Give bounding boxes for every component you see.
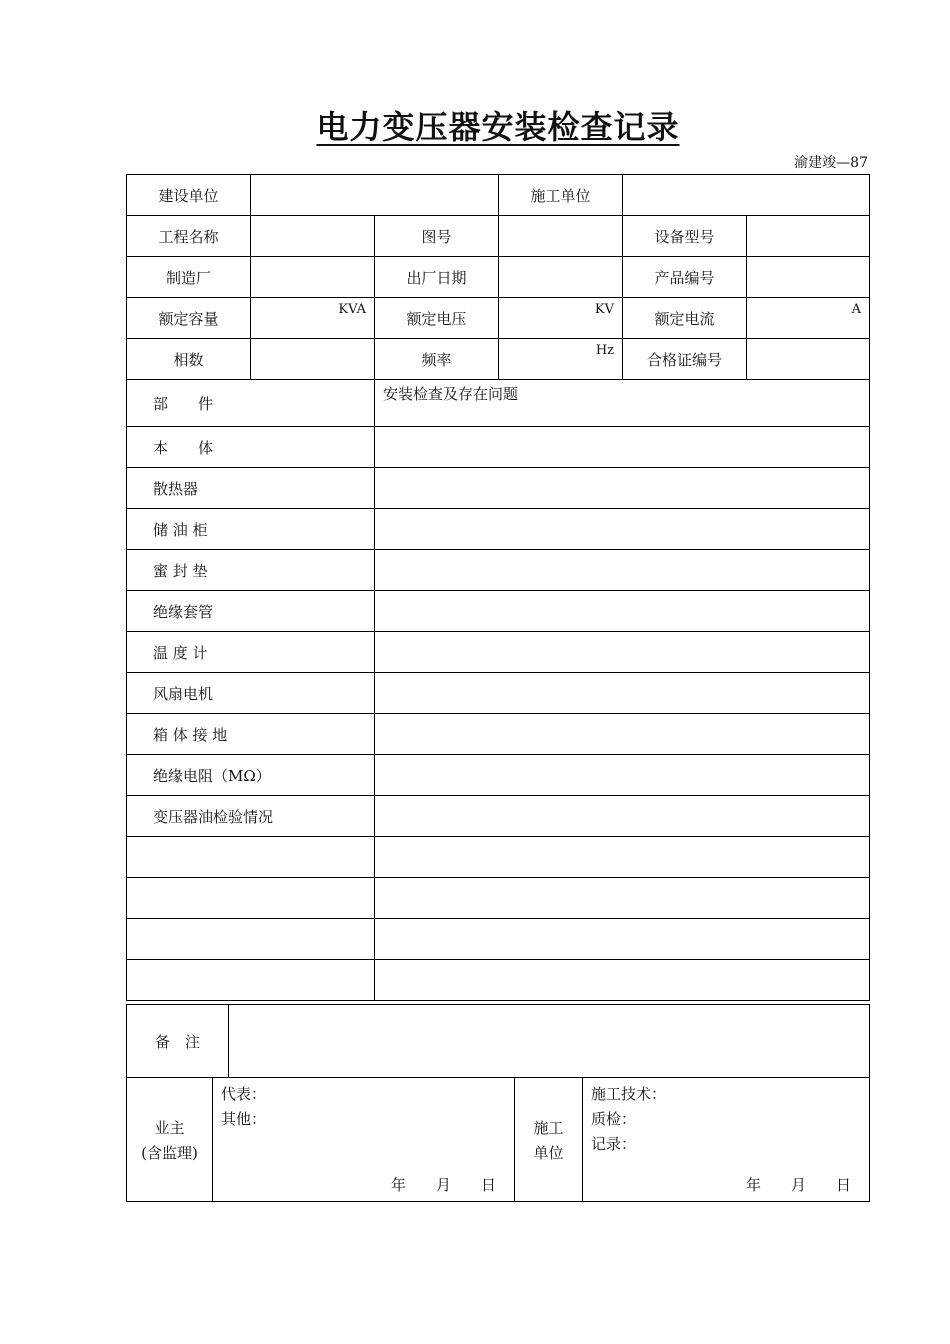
table-row xyxy=(127,919,870,960)
remarks-field[interactable] xyxy=(229,1005,870,1078)
blank-part-field[interactable] xyxy=(127,960,375,1001)
rep-label: 代表： xyxy=(221,1085,267,1103)
equipment-model-field[interactable] xyxy=(747,216,870,257)
part-label: 储 油 柜 xyxy=(127,509,375,550)
table-row xyxy=(127,216,870,257)
page-title: 电力变压器安装检查记录 xyxy=(316,108,680,146)
frequency-unit: Hz xyxy=(595,343,614,358)
frequency-label: 频率 xyxy=(375,339,499,380)
qc-label: 质检： xyxy=(591,1110,637,1128)
manufacture-date-field[interactable] xyxy=(499,257,623,298)
table-row xyxy=(127,468,870,509)
project-name-label: 工程名称 xyxy=(127,216,251,257)
issue-field[interactable] xyxy=(375,796,870,837)
table-row xyxy=(127,339,870,380)
month-label: 月 xyxy=(791,1176,807,1194)
table-row xyxy=(127,175,870,216)
table-row xyxy=(127,550,870,591)
table-row xyxy=(127,755,870,796)
issue-field[interactable] xyxy=(375,878,870,919)
contractor-sign-label xyxy=(515,1078,583,1202)
issue-field[interactable] xyxy=(375,468,870,509)
issue-field[interactable] xyxy=(375,714,870,755)
table-row xyxy=(127,257,870,298)
table-row xyxy=(127,796,870,837)
contractor-field[interactable] xyxy=(623,175,870,216)
rated-capacity-label: 额定容量 xyxy=(127,298,251,339)
product-no-field[interactable] xyxy=(747,257,870,298)
info-table xyxy=(126,174,870,1001)
table-row xyxy=(127,673,870,714)
table-row xyxy=(127,714,870,755)
table-row xyxy=(127,509,870,550)
issue-field[interactable] xyxy=(375,837,870,878)
issue-field[interactable] xyxy=(375,960,870,1001)
part-label: 绝缘电阻（MΩ） xyxy=(127,755,375,796)
frequency-field[interactable] xyxy=(499,339,623,380)
issue-field[interactable] xyxy=(375,509,870,550)
record-label: 记录： xyxy=(591,1135,637,1153)
day-label: 日 xyxy=(836,1176,852,1194)
part-label: 箱 体 接 地 xyxy=(127,714,375,755)
blank-part-field[interactable] xyxy=(127,919,375,960)
drawing-no-field[interactable] xyxy=(499,216,623,257)
phases-field[interactable] xyxy=(251,339,375,380)
construction-unit-field[interactable] xyxy=(251,175,499,216)
table-row xyxy=(127,298,870,339)
contractor-signature-field[interactable] xyxy=(583,1078,870,1202)
rated-current-unit: A xyxy=(851,302,861,317)
owner-signature-field[interactable] xyxy=(213,1078,515,1202)
day-label: 日 xyxy=(481,1176,497,1194)
part-label: 变压器油检验情况 xyxy=(127,796,375,837)
issue-field[interactable] xyxy=(375,755,870,796)
rated-voltage-unit: KV xyxy=(594,302,614,317)
part-label: 本 体 xyxy=(127,427,375,468)
part-column-header: 部 件 xyxy=(127,380,375,427)
form-code: 渝建竣—87 xyxy=(794,155,868,171)
certificate-no-label: 合格证编号 xyxy=(623,339,747,380)
table-row xyxy=(127,380,870,427)
table-row xyxy=(127,591,870,632)
year-label: 年 xyxy=(390,1176,406,1194)
signature-row xyxy=(127,1078,870,1202)
rated-capacity-field[interactable] xyxy=(251,298,375,339)
owner-label-line1: 业主 xyxy=(154,1118,185,1137)
certificate-no-field[interactable] xyxy=(747,339,870,380)
project-name-field[interactable] xyxy=(251,216,375,257)
issue-field[interactable] xyxy=(375,632,870,673)
part-label: 蜜 封 垫 xyxy=(127,550,375,591)
owner-label-line2: (含监理) xyxy=(141,1143,198,1162)
contractor-label: 施工单位 xyxy=(499,175,623,216)
rated-current-field[interactable] xyxy=(747,298,870,339)
product-no-label: 产品编号 xyxy=(623,257,747,298)
contractor-label-line2: 单位 xyxy=(533,1143,564,1162)
manufacturer-field[interactable] xyxy=(251,257,375,298)
blank-part-field[interactable] xyxy=(127,837,375,878)
year-label: 年 xyxy=(745,1176,761,1194)
remarks-row xyxy=(127,1005,870,1078)
owner-date xyxy=(361,1173,496,1198)
blank-part-field[interactable] xyxy=(127,878,375,919)
part-label: 温 度 计 xyxy=(127,632,375,673)
rated-voltage-field[interactable] xyxy=(499,298,623,339)
table-row xyxy=(127,837,870,878)
issue-field[interactable] xyxy=(375,673,870,714)
issue-field[interactable] xyxy=(375,427,870,468)
remarks-label: 备 注 xyxy=(127,1005,229,1078)
contractor-date xyxy=(716,1173,851,1198)
table-row xyxy=(127,960,870,1001)
table-row xyxy=(127,427,870,468)
contractor-label-line1: 施工 xyxy=(533,1118,564,1137)
rated-capacity-unit: KVA xyxy=(338,302,366,317)
table-row xyxy=(127,632,870,673)
issue-field[interactable] xyxy=(375,550,870,591)
rated-voltage-label: 额定电压 xyxy=(375,298,499,339)
owner-label xyxy=(127,1078,213,1202)
manufacturer-label: 制造厂 xyxy=(127,257,251,298)
rated-current-label: 额定电流 xyxy=(623,298,747,339)
drawing-no-label: 图号 xyxy=(375,216,499,257)
part-label: 风扇电机 xyxy=(127,673,375,714)
tech-label: 施工技术： xyxy=(591,1085,667,1103)
month-label: 月 xyxy=(435,1176,451,1194)
part-label: 散热器 xyxy=(127,468,375,509)
equipment-model-label: 设备型号 xyxy=(623,216,747,257)
issues-column-header: 安装检查及存在问题 xyxy=(375,380,870,427)
issue-field[interactable] xyxy=(375,591,870,632)
signature-table xyxy=(126,1004,870,1202)
manufacture-date-label: 出厂日期 xyxy=(375,257,499,298)
construction-unit-label: 建设单位 xyxy=(127,175,251,216)
part-label: 绝缘套管 xyxy=(127,591,375,632)
issue-field[interactable] xyxy=(375,919,870,960)
table-row xyxy=(127,878,870,919)
other-label: 其他： xyxy=(221,1110,267,1128)
phases-label: 相数 xyxy=(127,339,251,380)
